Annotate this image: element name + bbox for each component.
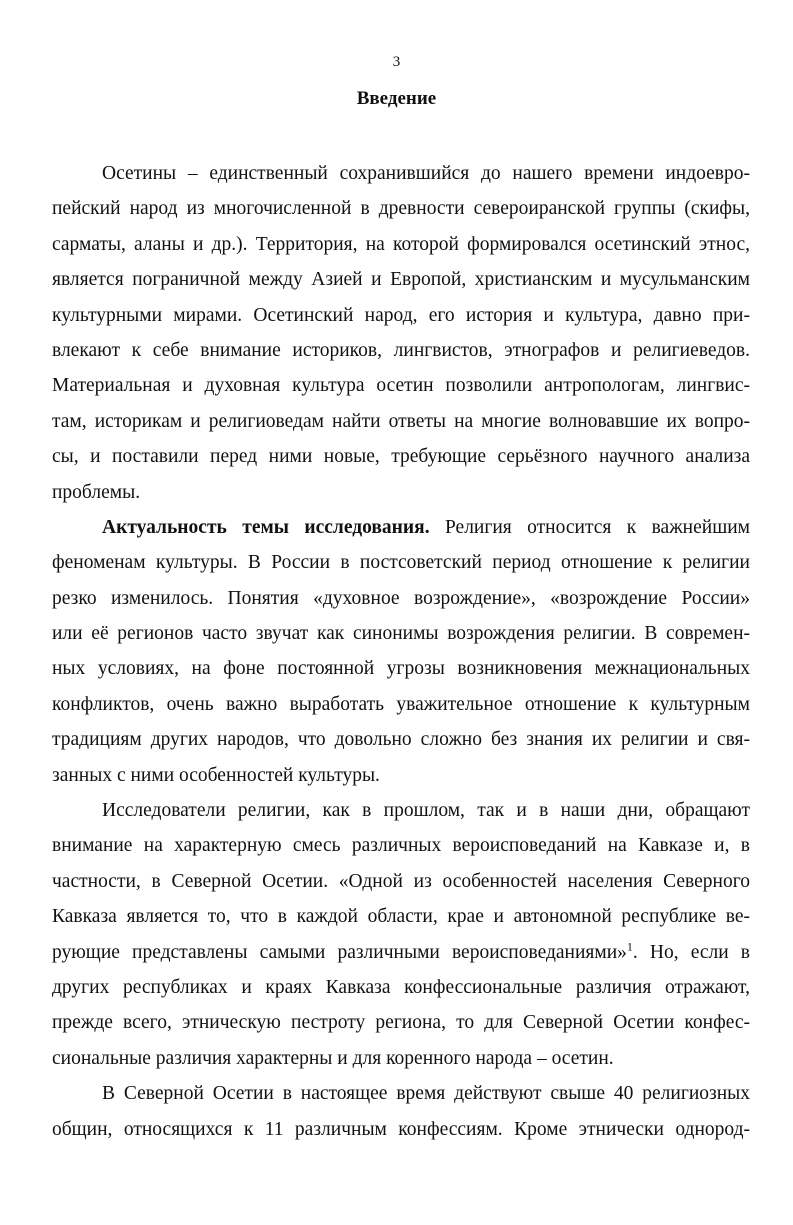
section-heading: Введение [356,88,437,109]
body-text [52,156,750,1147]
footnote-reference[interactable]: 1 [626,939,633,954]
text-line: Исследователи религии, как в прошлом, так и в наши дни, обращают [102,800,750,822]
text-line: ных условиях, на фоне постоянной угрозы возникновения межнациональных [52,658,750,680]
quote-end: рующие представлены самыми различными вероисповеданиями» [52,941,627,963]
text-line: общин, относящихся к 11 различным конфессиям. Кроме этнически однород- [52,1118,750,1140]
relevance-lead-rest: Религия относится к важнейшим [429,516,750,538]
paragraph-researchers [52,793,750,1076]
text-line: Кавказа является то, что в каждой области, крае и автономной республике ве- [52,906,750,928]
text-line: прежде всего, этническую пестроту региона, то для Северной Осетии конфес- [52,1012,750,1034]
page-number: 3 [392,54,401,70]
text-line: там, историкам и религиоведам найти ответы на многие волновавшие их вопро- [52,410,750,432]
text-line: частности, в Северной Осетии. «Одной из особенностей населения Северного [52,870,750,892]
text-line: конфликтов, очень важно выработать уважительное отношение к культурным [52,693,750,715]
text-line: феноменам культуры. В России в постсоветский период отношение к религии [52,552,750,574]
text-line: пейский народ из многочисленной в древности североиранской группы (скифы, [52,198,750,220]
text-line [52,935,750,970]
relevance-lead: Актуальность темы исследования. [102,516,430,538]
text-line: сиональные различия характерны и для коренного народа – осетин. [52,1047,614,1069]
quote-continuation: . Но, если в [632,941,750,963]
paragraph-intro [52,156,750,510]
text-line: влекают к себе внимание историков, лингвистов, этнографов и религиеведов. [52,339,750,361]
paragraph-communities [52,1076,750,1147]
text-line: В Северной Осетии в настоящее время действуют свыше 40 религиозных [102,1083,750,1105]
text-line: культурными мирами. Осетинский народ, его история и культура, давно при- [52,304,750,326]
text-line: Материальная и духовная культура осетин позволили антропологам, лингвис- [52,375,750,397]
text-line: сарматы, аланы и др.). Территория, на которой формировался осетинский этнос, [52,233,750,255]
text-line: внимание на характерную смесь различных вероисповеданий на Кавказе и, в [52,835,750,857]
paragraph-relevance [52,510,750,793]
text-line: является пограничной между Азией и Европой, христианским и мусульманским [52,269,750,291]
text-line: традициям других народов, что довольно сложно без знания их религии и свя- [52,729,750,751]
text-line: других республиках и краях Кавказа конфессиональные различия отражают, [52,976,750,998]
text-line: или её регионов часто звучат как синонимы возрождения религии. В современ- [52,623,750,645]
text-line: занных с ними особенностей культуры. [52,764,380,786]
text-line: резко изменилось. Понятия «духовное возрождение», «возрождение России» [52,587,750,609]
text-line: проблемы. [52,481,141,503]
text-line [52,510,750,545]
text-line: сы, и поставили перед ними новые, требующие серьёзного научного анализа [52,446,750,468]
text-line: Осетины – единственный сохранившийся до нашего времени индоевро- [102,163,750,184]
